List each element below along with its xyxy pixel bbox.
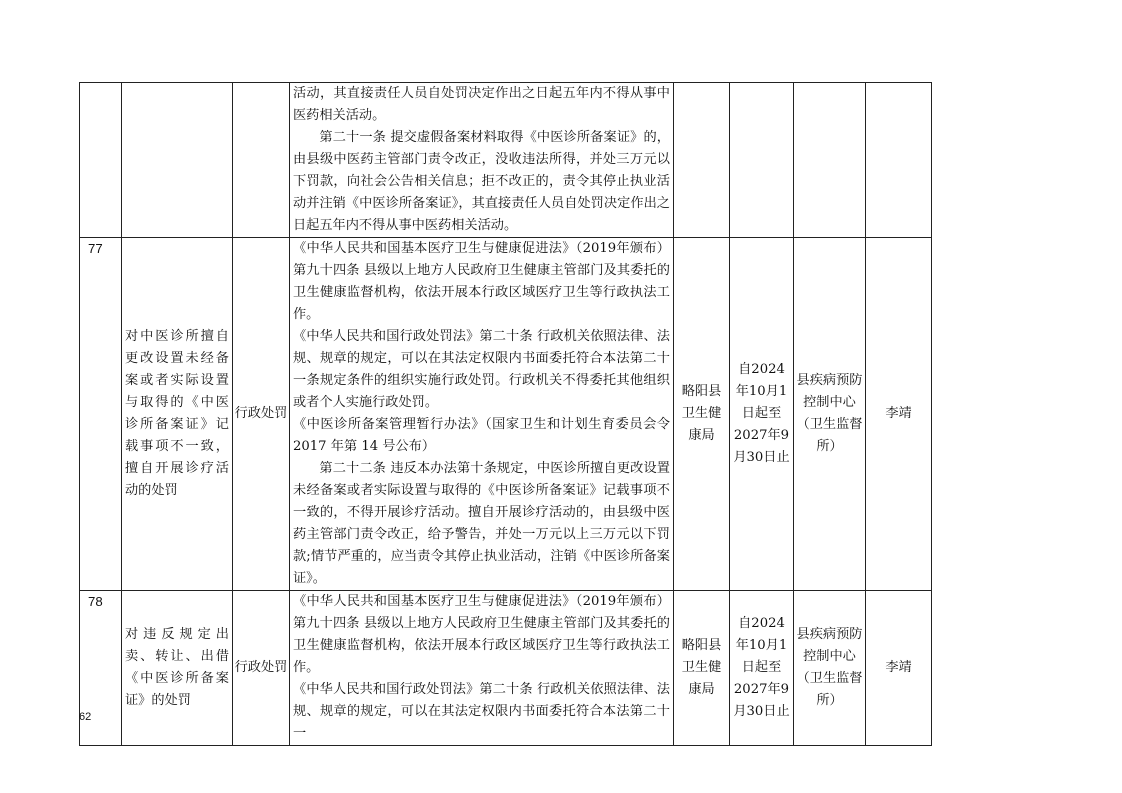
basis-paragraph: 第二十二条 违反本办法第十条规定，中医诊所擅自更改设置未经备案或者实际设置与取得的《中医诊所备案证》记载事项不一致的，不得开展诊疗活动。擅自开展诊疗活动的，由县级中医药主管部门责令改正，给予警告，并处一万元以上三万元以下罚款;情节严重的，应当责令其停止执业活动，注销《中医诊所备案证》。: [293, 461, 670, 586]
page-number: 62: [79, 711, 92, 723]
basis-paragraph: 《中医诊所备案管理暂行办法》（国家卫生和计划生育委员会令 2017 年第 14 号公布）: [293, 417, 670, 454]
table-row: [80, 591, 932, 746]
basis-paragraph: 活动，其直接责任人员自处罚决定作出之日起五年内不得从事中医药相关活动。: [293, 86, 670, 123]
table-row: [80, 238, 932, 591]
item-category: 行政处罚: [233, 591, 290, 746]
delegation-term: [730, 83, 794, 238]
delegating-organ: 略阳县卫生健康局: [674, 238, 730, 591]
basis-paragraph: 《中华人民共和国基本医疗卫生与健康促进法》（2019年颁布）第九十四条 县级以上地方人民政府卫生健康主管部门及其委托的卫生健康监督机构，依法开展本行政区域医疗卫生等行政执法工作。: [293, 594, 670, 675]
legal-basis: [290, 591, 674, 746]
item-name: 对违反规定出卖、转让、出借《中医诊所备案证》的处罚: [122, 591, 233, 746]
legal-basis: [290, 83, 674, 238]
basis-paragraph: 《中华人民共和国行政处罚法》第二十条 行政机关依照法律、法规、规章的规定，可以在其法定权限内书面委托符合本法第二十一条规定条件的组织实施行政处罚。行政机关不得委托其他组织或者个人实施行政处罚。: [293, 329, 670, 410]
responsible-person: 李靖: [866, 238, 932, 591]
item-name: 对中医诊所擅自更改设置未经备案或者实际设置与取得的《中医诊所备案证》记载事项不一致，擅自开展诊疗活动的处罚: [122, 238, 233, 591]
item-category: [233, 83, 290, 238]
basis-paragraph: 《中华人民共和国行政处罚法》第二十条 行政机关依照法律、法规、规章的规定，可以在其法定权限内书面委托符合本法第二十一: [293, 682, 670, 741]
item-category: 行政处罚: [233, 238, 290, 591]
delegating-organ: 略阳县卫生健康局: [674, 591, 730, 746]
row-number: [80, 83, 122, 238]
responsible-person: 李靖: [866, 591, 932, 746]
basis-paragraph: 《中华人民共和国基本医疗卫生与健康促进法》（2019年颁布）第九十四条 县级以上地方人民政府卫生健康主管部门及其委托的卫生健康监督机构，依法开展本行政区域医疗卫生等行政执法工作。: [293, 241, 670, 322]
legal-basis: [290, 238, 674, 591]
delegating-organ: [674, 83, 730, 238]
delegated-unit: 县疾病预防控制中心（卫生监督所）: [794, 591, 866, 746]
delegated-unit: 县疾病预防控制中心（卫生监督所）: [794, 238, 866, 591]
delegation-term: 自2024年10月1日起至2027年9月30日止: [730, 591, 794, 746]
delegation-term: 自2024年10月1日起至2027年9月30日止: [730, 238, 794, 591]
responsible-person: [866, 83, 932, 238]
basis-paragraph: 第二十一条 提交虚假备案材料取得《中医诊所备案证》的，由县级中医药主管部门责令改正，没收违法所得，并处三万元以下罚款，向社会公告相关信息；拒不改正的，责令其停止执业活动并注销《中医诊所备案证》，其直接责任人员自处罚决定作出之日起五年内不得从事中医药相关活动。: [293, 130, 670, 233]
row-number: 78: [80, 591, 122, 746]
table-row: [80, 83, 932, 238]
row-number: 77: [80, 238, 122, 591]
delegated-unit: [794, 83, 866, 238]
delegation-table: [79, 82, 932, 746]
item-name: [122, 83, 233, 238]
